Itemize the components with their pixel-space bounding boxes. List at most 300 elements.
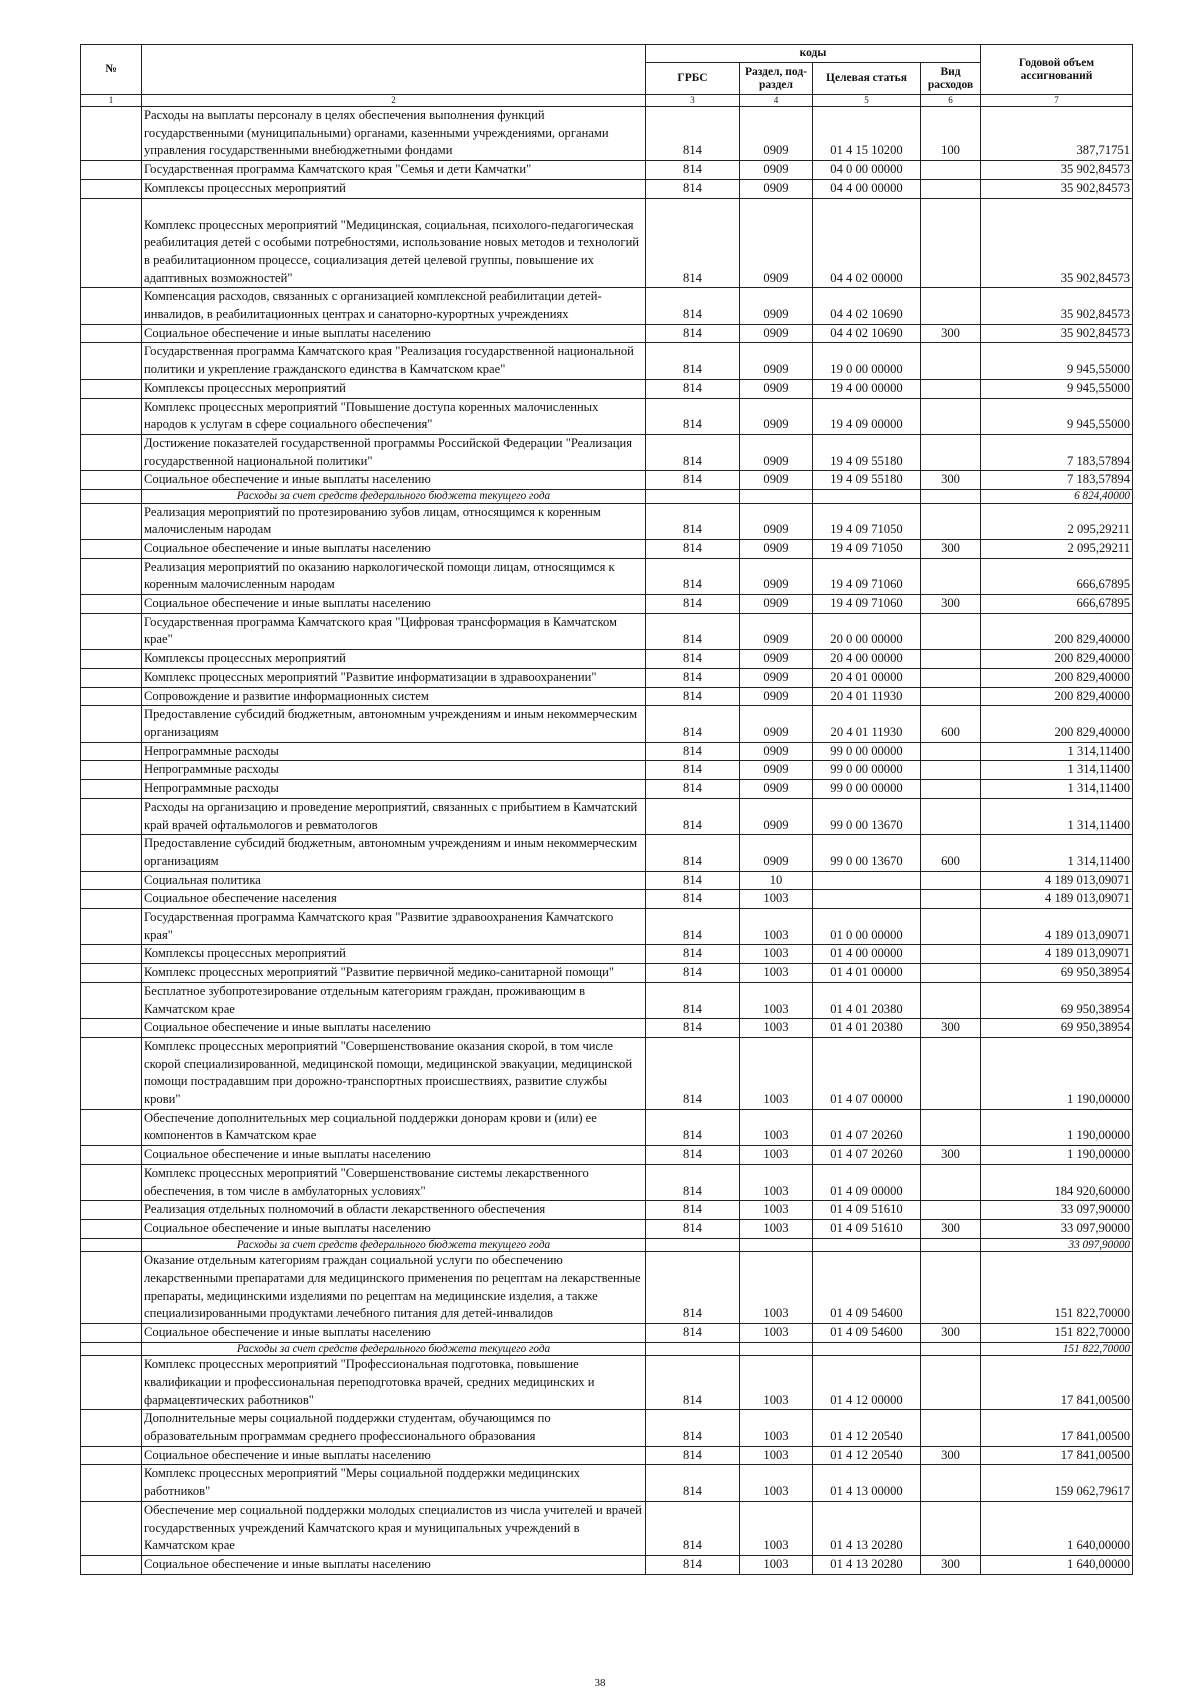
header-kind: Вид расходов <box>921 63 981 95</box>
cell-number <box>81 558 142 594</box>
cell-section: 1003 <box>740 1252 813 1324</box>
cell-name: Комплекс процессных мероприятий "Совершенствование системы лекарственного обеспечения, в том числе в амбулаторных условиях" <box>142 1164 646 1200</box>
cell-number <box>81 1356 142 1410</box>
cell-name: Социальное обеспечение населения <box>142 890 646 909</box>
cell-amount: 9 945,55000 <box>981 343 1133 379</box>
cell-name: Социальное обеспечение и иные выплаты населению <box>142 1019 646 1038</box>
cell-section: 0909 <box>740 343 813 379</box>
cell-target: 20 4 01 11930 <box>813 706 921 742</box>
cell-section: 0909 <box>740 539 813 558</box>
cell-amount: 1 314,11400 <box>981 835 1133 871</box>
federal-budget-row <box>81 490 1133 504</box>
cell-number <box>81 471 142 490</box>
cell-section: 0909 <box>740 379 813 398</box>
page-number: 38 <box>594 1677 606 1689</box>
cell-number <box>81 1219 142 1238</box>
cell-name: Комплексы процессных мероприятий <box>142 379 646 398</box>
cell-name: Оказание отдельным категориям граждан социальной услуги по обеспечению лекарственными препаратами для медицинского применения по рецептам на лекарственные препараты, медицинскими изделиями по рецептам на медицинские изделия, а также специализированными продуктами лечебного питания для детей-инвалидов <box>142 1252 646 1324</box>
cell-section: 0909 <box>740 742 813 761</box>
cell-grbs: 814 <box>646 1037 740 1109</box>
header-section: Раздел, под-раздел <box>740 63 813 95</box>
table-row <box>81 1219 1133 1238</box>
cell-number <box>81 198 142 288</box>
cell-name: Комплекс процессных мероприятий "Медицинская, социальная, психолого-педагогическая реабилитация детей с особыми потребностями, использование новых методов и технологий в реабилитационном процессе, социализация детей целевой группы, повышение их адаптивных возможностей" <box>142 198 646 288</box>
cell-section: 0909 <box>740 687 813 706</box>
cell-target: 01 4 09 54600 <box>813 1324 921 1343</box>
cell-kind <box>921 982 981 1018</box>
cell-section: 0909 <box>740 324 813 343</box>
cell-kind <box>921 613 981 649</box>
cell-name: Комплекс процессных мероприятий "Профессиональная подготовка, повышение квалификации и профессиональная переподготовка врачей, средних медицинских и фармацевтических работников" <box>142 1356 646 1410</box>
cell-kind <box>921 1342 981 1356</box>
cell-number <box>81 1201 142 1220</box>
cell-target: 01 4 15 10200 <box>813 107 921 161</box>
cell-amount: 200 829,40000 <box>981 668 1133 687</box>
table-row <box>81 1109 1133 1145</box>
cell-target: 01 4 12 20540 <box>813 1446 921 1465</box>
cell-target: 01 4 01 20380 <box>813 982 921 1018</box>
cell-grbs: 814 <box>646 613 740 649</box>
cell-amount: 1 190,00000 <box>981 1037 1133 1109</box>
cell-grbs: 814 <box>646 471 740 490</box>
cell-kind <box>921 945 981 964</box>
cell-grbs: 814 <box>646 198 740 288</box>
cell-name: Расходы на выплаты персоналу в целях обеспечения выполнения функций государственными (муниципальными) органами, казенными учреждениями, органами управления государственными внебюджетными фондами <box>142 107 646 161</box>
table-row <box>81 179 1133 198</box>
table-row <box>81 539 1133 558</box>
cell-number <box>81 324 142 343</box>
cell-amount: 35 902,84573 <box>981 161 1133 180</box>
cell-amount: 666,67895 <box>981 595 1133 614</box>
header-name <box>142 45 646 95</box>
colnum-2: 2 <box>142 95 646 107</box>
colnum-6: 6 <box>921 95 981 107</box>
cell-section: 0909 <box>740 706 813 742</box>
cell-kind <box>921 668 981 687</box>
cell-target: 01 4 07 00000 <box>813 1037 921 1109</box>
colnum-4: 4 <box>740 95 813 107</box>
cell-amount: 184 920,60000 <box>981 1164 1133 1200</box>
cell-number <box>81 379 142 398</box>
cell-kind: 600 <box>921 835 981 871</box>
cell-target: 99 0 00 00000 <box>813 742 921 761</box>
cell-grbs: 814 <box>646 964 740 983</box>
table-row <box>81 890 1133 909</box>
cell-kind <box>921 1410 981 1446</box>
cell-name: Государственная программа Камчатского края "Цифровая трансформация в Камчатском крае" <box>142 613 646 649</box>
cell-name: Государственная программа Камчатского края "Развитие здравоохранения Камчатского края" <box>142 909 646 945</box>
cell-section: 0909 <box>740 798 813 834</box>
cell-section <box>740 1238 813 1252</box>
cell-grbs: 814 <box>646 871 740 890</box>
table-row <box>81 1164 1133 1200</box>
cell-name: Расходы за счет средств федерального бюджета текущего года <box>142 490 646 504</box>
cell-number <box>81 1324 142 1343</box>
table-row <box>81 1555 1133 1574</box>
cell-grbs: 814 <box>646 379 740 398</box>
cell-section: 1003 <box>740 909 813 945</box>
cell-name: Государственная программа Камчатского края "Семья и дети Камчатки" <box>142 161 646 180</box>
cell-target: 04 4 02 00000 <box>813 198 921 288</box>
cell-amount: 33 097,90000 <box>981 1238 1133 1252</box>
cell-grbs: 814 <box>646 650 740 669</box>
cell-target: 19 4 09 00000 <box>813 398 921 434</box>
cell-amount: 35 902,84573 <box>981 198 1133 288</box>
table-row <box>81 706 1133 742</box>
cell-number <box>81 179 142 198</box>
cell-amount: 1 190,00000 <box>981 1146 1133 1165</box>
cell-amount: 1 314,11400 <box>981 798 1133 834</box>
cell-amount: 6 824,40000 <box>981 490 1133 504</box>
cell-section: 1003 <box>740 890 813 909</box>
cell-amount: 7 183,57894 <box>981 434 1133 470</box>
cell-number <box>81 398 142 434</box>
cell-section: 0909 <box>740 595 813 614</box>
cell-kind <box>921 1238 981 1252</box>
cell-target: 19 4 09 71050 <box>813 539 921 558</box>
cell-grbs: 814 <box>646 1465 740 1501</box>
cell-name: Социальное обеспечение и иные выплаты населению <box>142 324 646 343</box>
cell-grbs: 814 <box>646 503 740 539</box>
cell-section: 1003 <box>740 1356 813 1410</box>
cell-target: 99 0 00 00000 <box>813 761 921 780</box>
cell-kind <box>921 909 981 945</box>
header-target: Целевая статья <box>813 63 921 95</box>
cell-section <box>740 490 813 504</box>
cell-grbs: 814 <box>646 780 740 799</box>
cell-target: 01 4 13 20280 <box>813 1501 921 1555</box>
cell-name: Социальное обеспечение и иные выплаты населению <box>142 1146 646 1165</box>
cell-target: 19 4 09 71060 <box>813 595 921 614</box>
cell-grbs: 814 <box>646 539 740 558</box>
cell-number <box>81 1109 142 1145</box>
cell-number <box>81 1238 142 1252</box>
table-row <box>81 982 1133 1018</box>
cell-target: 01 4 13 00000 <box>813 1465 921 1501</box>
cell-number <box>81 1146 142 1165</box>
cell-name: Государственная программа Камчатского края "Реализация государственной национальной политики и укрепление гражданского единства в Камчатском крае" <box>142 343 646 379</box>
table-row <box>81 835 1133 871</box>
cell-target: 19 4 09 55180 <box>813 434 921 470</box>
table-row <box>81 871 1133 890</box>
cell-number <box>81 595 142 614</box>
table-row <box>81 909 1133 945</box>
header-codes: коды <box>646 45 981 63</box>
cell-kind <box>921 871 981 890</box>
cell-amount: 159 062,79617 <box>981 1465 1133 1501</box>
table-row <box>81 161 1133 180</box>
cell-target: 04 4 02 10690 <box>813 288 921 324</box>
cell-number <box>81 909 142 945</box>
table-row <box>81 398 1133 434</box>
cell-section: 0909 <box>740 471 813 490</box>
cell-amount: 17 841,00500 <box>981 1410 1133 1446</box>
cell-grbs: 814 <box>646 1201 740 1220</box>
table-row <box>81 379 1133 398</box>
colnum-7: 7 <box>981 95 1133 107</box>
cell-section: 1003 <box>740 1037 813 1109</box>
cell-name: Социальное обеспечение и иные выплаты населению <box>142 1219 646 1238</box>
cell-section: 0909 <box>740 434 813 470</box>
table-row <box>81 1201 1133 1220</box>
cell-name: Непрограммные расходы <box>142 780 646 799</box>
cell-target <box>813 1342 921 1356</box>
cell-number <box>81 1252 142 1324</box>
cell-target: 01 4 09 51610 <box>813 1201 921 1220</box>
cell-number <box>81 871 142 890</box>
cell-amount: 151 822,70000 <box>981 1252 1133 1324</box>
cell-amount: 4 189 013,09071 <box>981 890 1133 909</box>
cell-kind: 600 <box>921 706 981 742</box>
cell-grbs: 814 <box>646 1324 740 1343</box>
cell-section: 1003 <box>740 1410 813 1446</box>
colnum-3: 3 <box>646 95 740 107</box>
cell-amount: 387,71751 <box>981 107 1133 161</box>
cell-number <box>81 742 142 761</box>
table-row <box>81 1252 1133 1324</box>
cell-kind <box>921 1164 981 1200</box>
cell-amount: 9 945,55000 <box>981 398 1133 434</box>
cell-amount: 4 189 013,09071 <box>981 909 1133 945</box>
cell-grbs: 814 <box>646 982 740 1018</box>
cell-kind <box>921 780 981 799</box>
cell-name: Дополнительные меры социальной поддержки студентам, обучающимся по образовательным программам среднего профессионального образования <box>142 1410 646 1446</box>
cell-target: 01 4 12 20540 <box>813 1410 921 1446</box>
table-row <box>81 613 1133 649</box>
table-row <box>81 945 1133 964</box>
cell-amount: 35 902,84573 <box>981 179 1133 198</box>
cell-section: 1003 <box>740 1164 813 1200</box>
cell-amount: 200 829,40000 <box>981 613 1133 649</box>
cell-number <box>81 1037 142 1109</box>
cell-name: Расходы за счет средств федерального бюджета текущего года <box>142 1342 646 1356</box>
table-row <box>81 471 1133 490</box>
cell-target: 20 4 01 00000 <box>813 668 921 687</box>
cell-name: Комплекс процессных мероприятий "Совершенствование оказания скорой, в том числе скорой специализированной, медицинской помощи, медицинской эвакуации, медицинской помощи пострадавшим при дорожно-транспортных происшествиях, развитие службы крови" <box>142 1037 646 1109</box>
cell-kind <box>921 558 981 594</box>
cell-section: 0909 <box>740 761 813 780</box>
cell-grbs: 814 <box>646 890 740 909</box>
cell-amount: 151 822,70000 <box>981 1324 1133 1343</box>
table-row <box>81 343 1133 379</box>
federal-budget-row <box>81 1238 1133 1252</box>
cell-amount: 35 902,84573 <box>981 288 1133 324</box>
cell-name: Компенсация расходов, связанных с организацией комплексной реабилитации детей-инвалидов, в реабилитационных центрах и санаторно-курортных учреждениях <box>142 288 646 324</box>
cell-grbs: 814 <box>646 742 740 761</box>
table-row <box>81 558 1133 594</box>
cell-target: 01 4 07 20260 <box>813 1109 921 1145</box>
cell-kind <box>921 742 981 761</box>
cell-section: 1003 <box>740 1219 813 1238</box>
cell-number <box>81 1019 142 1038</box>
cell-number <box>81 1410 142 1446</box>
cell-kind: 300 <box>921 471 981 490</box>
cell-amount: 200 829,40000 <box>981 706 1133 742</box>
cell-section: 0909 <box>740 288 813 324</box>
cell-target: 04 4 00 00000 <box>813 179 921 198</box>
cell-section: 0909 <box>740 668 813 687</box>
column-numbers-row <box>81 95 1133 107</box>
cell-number <box>81 650 142 669</box>
cell-number <box>81 490 142 504</box>
cell-amount: 33 097,90000 <box>981 1219 1133 1238</box>
cell-grbs: 814 <box>646 1164 740 1200</box>
cell-kind: 300 <box>921 539 981 558</box>
cell-name: Комплексы процессных мероприятий <box>142 945 646 964</box>
cell-section: 0909 <box>740 398 813 434</box>
table-row <box>81 198 1133 288</box>
cell-name: Социальная политика <box>142 871 646 890</box>
cell-number <box>81 1446 142 1465</box>
cell-target: 20 4 00 00000 <box>813 650 921 669</box>
cell-kind <box>921 379 981 398</box>
cell-target: 99 0 00 13670 <box>813 798 921 834</box>
cell-target: 01 4 09 00000 <box>813 1164 921 1200</box>
cell-amount: 35 902,84573 <box>981 324 1133 343</box>
cell-section: 1003 <box>740 1501 813 1555</box>
cell-number <box>81 1501 142 1555</box>
cell-kind <box>921 343 981 379</box>
cell-kind <box>921 1465 981 1501</box>
cell-name: Обеспечение дополнительных мер социальной поддержки донорам крови и (или) ее компонентов в Камчатском крае <box>142 1109 646 1145</box>
cell-number <box>81 1164 142 1200</box>
cell-section: 0909 <box>740 780 813 799</box>
cell-name: Социальное обеспечение и иные выплаты населению <box>142 471 646 490</box>
cell-number <box>81 434 142 470</box>
cell-name: Комплекс процессных мероприятий "Меры социальной поддержки медицинских работников" <box>142 1465 646 1501</box>
cell-target: 20 0 00 00000 <box>813 613 921 649</box>
table-row <box>81 668 1133 687</box>
cell-section: 0909 <box>740 107 813 161</box>
cell-name: Социальное обеспечение и иные выплаты населению <box>142 539 646 558</box>
cell-kind: 100 <box>921 107 981 161</box>
cell-kind <box>921 1109 981 1145</box>
cell-name: Комплекс процессных мероприятий "Развитие информатизации в здравоохранении" <box>142 668 646 687</box>
cell-name: Расходы на организацию и проведение мероприятий, связанных с прибытием в Камчатский край врачей офтальмологов и ревматологов <box>142 798 646 834</box>
cell-target <box>813 890 921 909</box>
cell-amount: 2 095,29211 <box>981 539 1133 558</box>
cell-section: 1003 <box>740 1446 813 1465</box>
cell-kind <box>921 761 981 780</box>
cell-kind <box>921 490 981 504</box>
table-row <box>81 798 1133 834</box>
cell-amount: 7 183,57894 <box>981 471 1133 490</box>
cell-target: 01 0 00 00000 <box>813 909 921 945</box>
cell-target: 01 4 01 20380 <box>813 1019 921 1038</box>
cell-kind <box>921 1037 981 1109</box>
cell-grbs: 814 <box>646 288 740 324</box>
cell-grbs: 814 <box>646 161 740 180</box>
cell-kind: 300 <box>921 1146 981 1165</box>
cell-number <box>81 161 142 180</box>
cell-number <box>81 798 142 834</box>
cell-section <box>740 1342 813 1356</box>
cell-number <box>81 1465 142 1501</box>
cell-kind: 300 <box>921 1446 981 1465</box>
cell-number <box>81 668 142 687</box>
cell-kind <box>921 398 981 434</box>
cell-grbs: 814 <box>646 179 740 198</box>
cell-number <box>81 982 142 1018</box>
cell-target: 01 4 09 54600 <box>813 1252 921 1324</box>
cell-grbs <box>646 1238 740 1252</box>
cell-section: 0909 <box>740 198 813 288</box>
cell-kind <box>921 1501 981 1555</box>
cell-grbs: 814 <box>646 1356 740 1410</box>
table-row <box>81 1465 1133 1501</box>
cell-number <box>81 687 142 706</box>
colnum-1: 1 <box>81 95 142 107</box>
cell-number <box>81 613 142 649</box>
cell-kind <box>921 503 981 539</box>
cell-grbs: 814 <box>646 1019 740 1038</box>
cell-name: Комплекс процессных мероприятий "Повышение доступа коренных малочисленных народов к услугам в сфере социального обеспечения" <box>142 398 646 434</box>
cell-target <box>813 490 921 504</box>
cell-name: Предоставление субсидий бюджетным, автономным учреждениям и иным некоммерческим организациям <box>142 835 646 871</box>
cell-number <box>81 343 142 379</box>
cell-kind <box>921 1252 981 1324</box>
cell-amount: 1 640,00000 <box>981 1501 1133 1555</box>
cell-kind <box>921 798 981 834</box>
cell-name: Сопровождение и развитие информационных систем <box>142 687 646 706</box>
cell-target: 99 0 00 00000 <box>813 780 921 799</box>
cell-grbs: 814 <box>646 343 740 379</box>
table-header <box>81 45 1133 107</box>
header-grbs: ГРБС <box>646 63 740 95</box>
cell-amount: 1 190,00000 <box>981 1109 1133 1145</box>
budget-table <box>80 44 1133 1575</box>
cell-target: 04 0 00 00000 <box>813 161 921 180</box>
cell-grbs: 814 <box>646 434 740 470</box>
cell-kind <box>921 687 981 706</box>
cell-amount: 2 095,29211 <box>981 503 1133 539</box>
table-row <box>81 650 1133 669</box>
cell-grbs: 814 <box>646 761 740 780</box>
cell-kind <box>921 650 981 669</box>
cell-name: Реализация мероприятий по протезированию зубов лицам, относящимся к коренным малочисленым народам <box>142 503 646 539</box>
cell-name: Непрограммные расходы <box>142 742 646 761</box>
cell-kind: 300 <box>921 1019 981 1038</box>
cell-section: 1003 <box>740 1109 813 1145</box>
cell-grbs: 814 <box>646 668 740 687</box>
cell-amount: 151 822,70000 <box>981 1342 1133 1356</box>
federal-budget-row <box>81 1342 1133 1356</box>
cell-name: Бесплатное зубопротезирование отдельным категориям граждан, проживающим в Камчатском крае <box>142 982 646 1018</box>
cell-target: 01 4 00 00000 <box>813 945 921 964</box>
cell-section: 0909 <box>740 503 813 539</box>
cell-section: 1003 <box>740 1555 813 1574</box>
cell-number <box>81 107 142 161</box>
table-row <box>81 687 1133 706</box>
cell-kind <box>921 161 981 180</box>
cell-number <box>81 890 142 909</box>
cell-grbs: 814 <box>646 1555 740 1574</box>
cell-kind: 300 <box>921 595 981 614</box>
cell-target <box>813 871 921 890</box>
cell-section: 1003 <box>740 1201 813 1220</box>
table-row <box>81 595 1133 614</box>
table-row <box>81 1410 1133 1446</box>
cell-section: 1003 <box>740 982 813 1018</box>
cell-kind <box>921 890 981 909</box>
cell-target: 99 0 00 13670 <box>813 835 921 871</box>
cell-number <box>81 835 142 871</box>
cell-section: 0909 <box>740 179 813 198</box>
cell-kind <box>921 1356 981 1410</box>
cell-name: Комплекс процессных мероприятий "Развитие первичной медико-санитарной помощи" <box>142 964 646 983</box>
cell-grbs: 814 <box>646 1146 740 1165</box>
cell-target: 01 4 12 00000 <box>813 1356 921 1410</box>
